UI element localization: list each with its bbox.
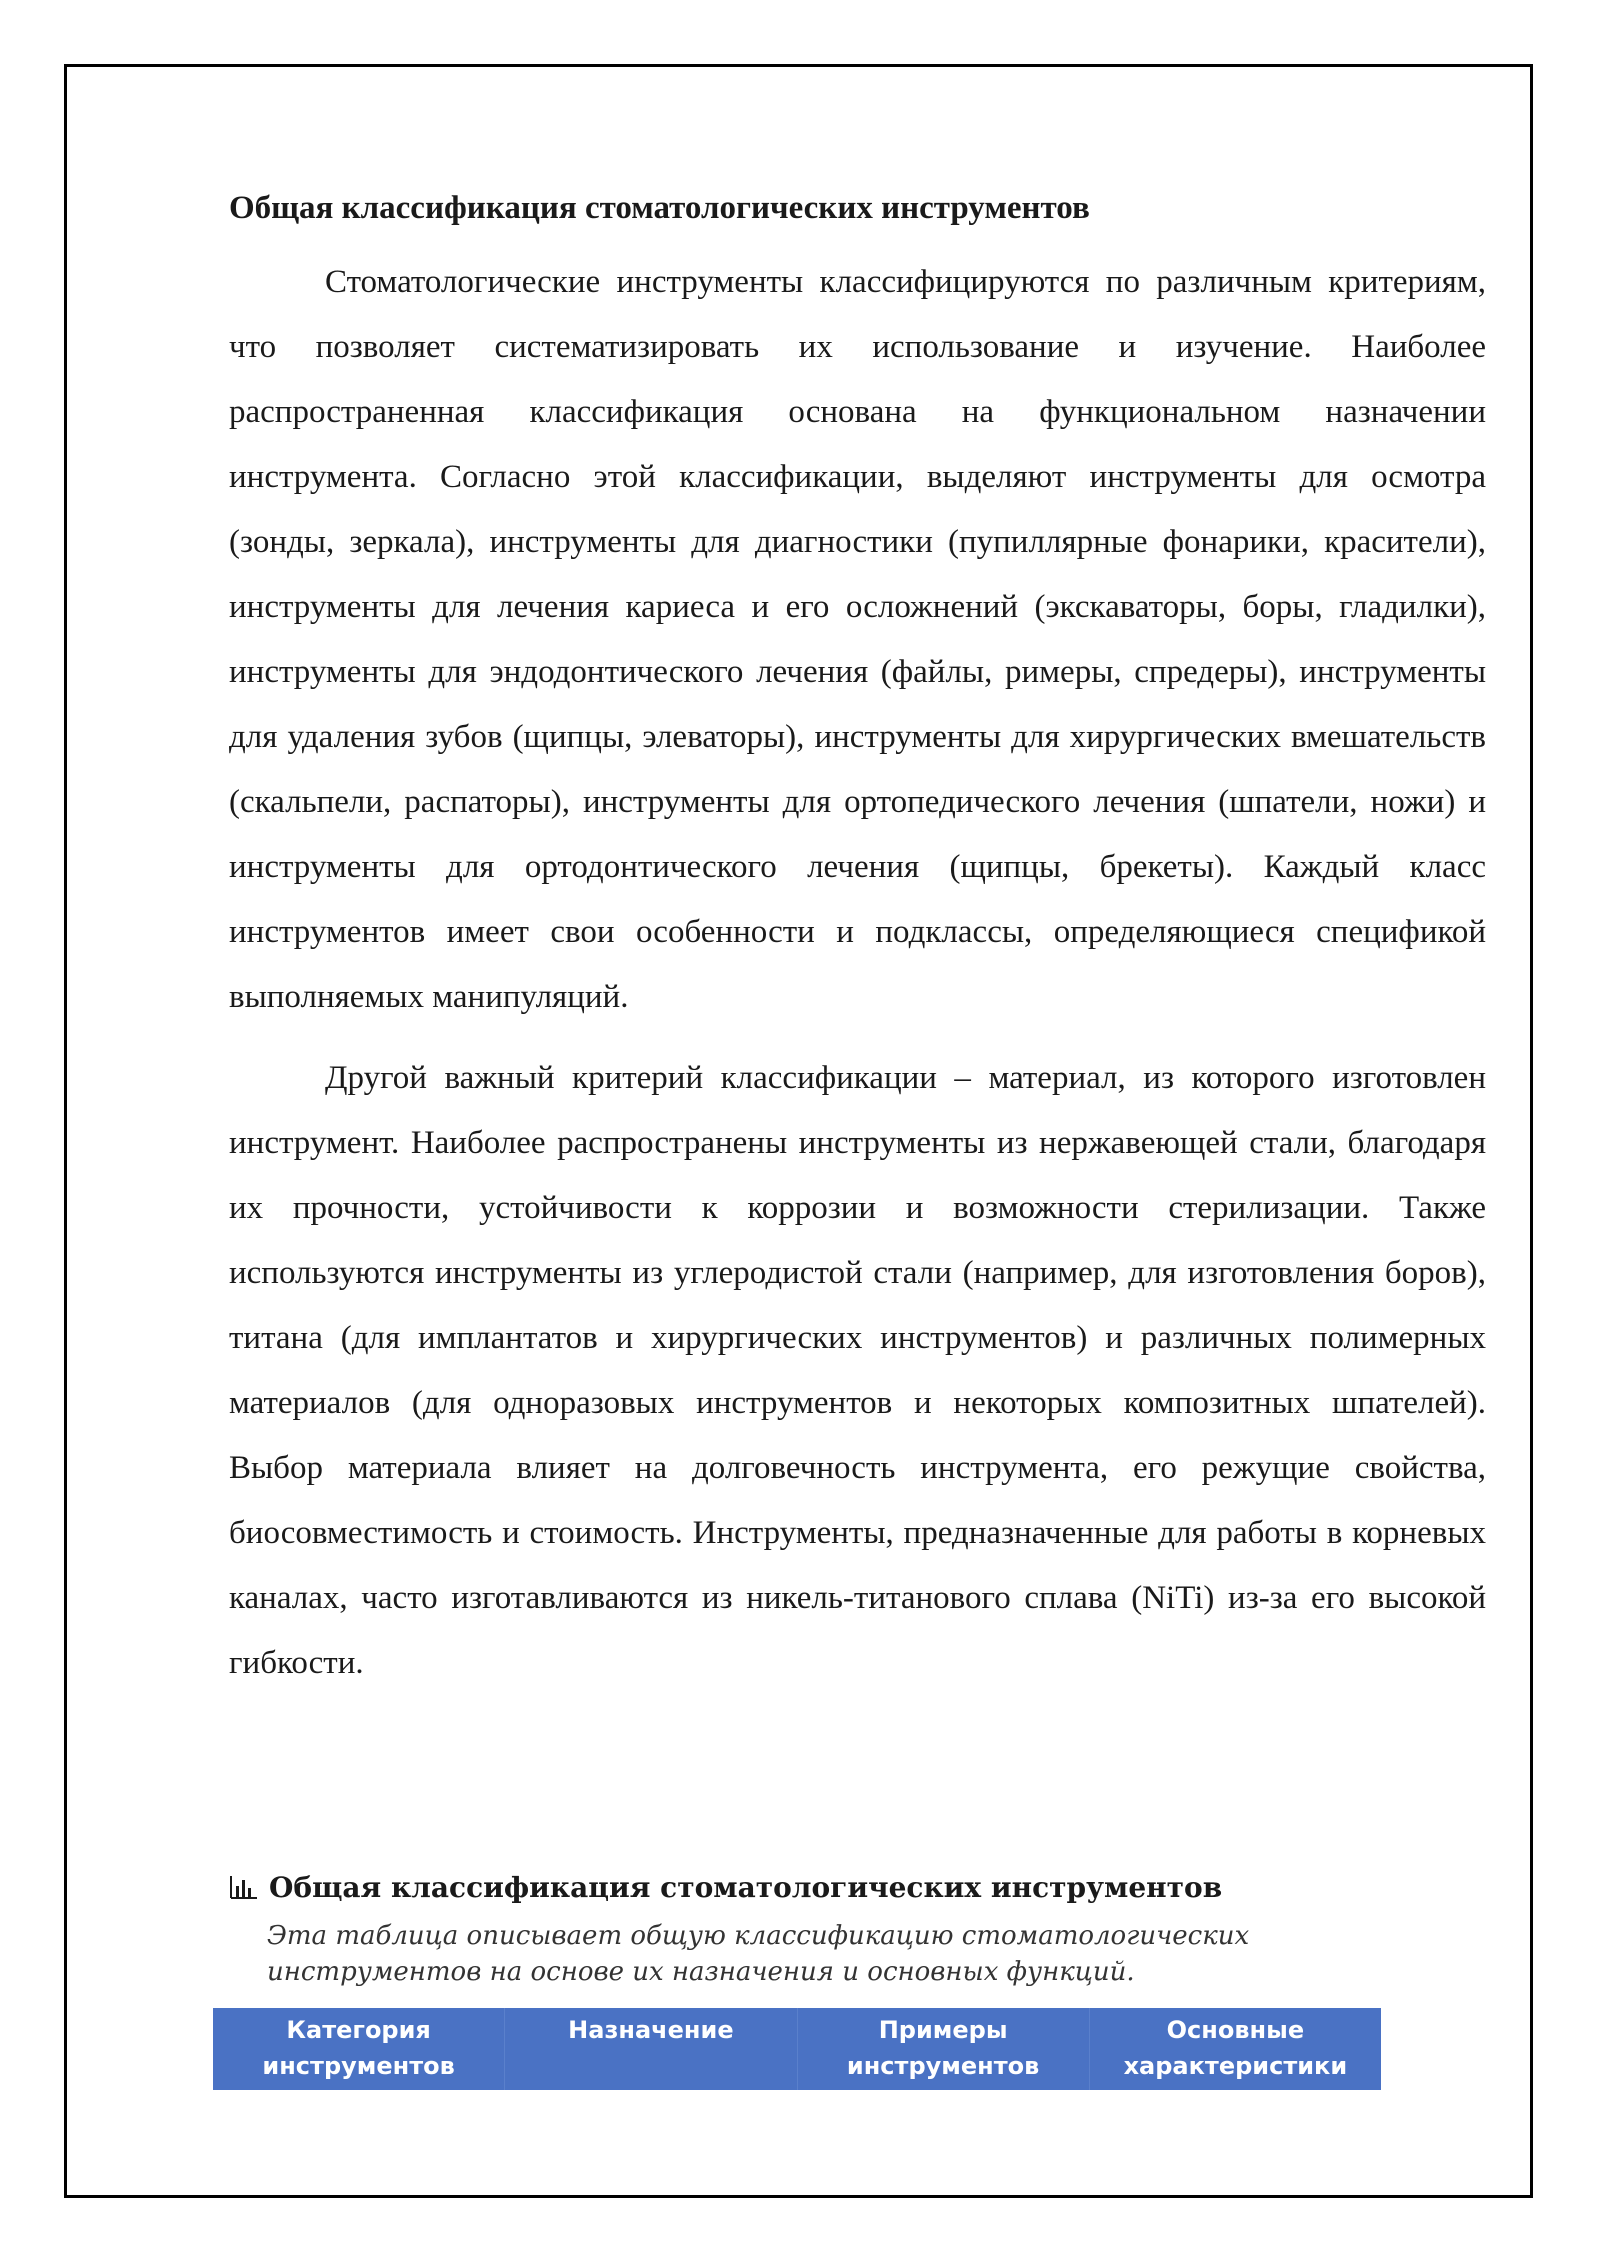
bar-chart-icon <box>229 1874 259 1900</box>
document-body <box>229 170 1486 1696</box>
paragraph-material-classification: Другой важный критерий классификации – материал, из которого изготовлен инструмент. Наиболее распространены инструменты из нержавеющей стали, благодаря их прочности, устойчивости к коррозии и возможности стерилизации. Также используются инструменты из углеродистой стали (например, для изготовления боров), титана (для имплантатов и хирургических инструментов) и различных полимерных материалов (для одноразовых инструментов и некоторых композитных шпателей). Выбор материала влияет на долговечность инструмента, его режущие свойства, биосовместимость и стоимость. Инструменты, предназначенные для работы в корневых каналах, часто изготавливаются из никель-титанового сплава (NiTi) из-за его высокой гибкости. <box>229 1060 1486 1681</box>
classification-table <box>213 1864 1381 2090</box>
table-title: Общая классификация стоматологических инструментов <box>269 1870 1223 1904</box>
table-description: Эта таблица описывает общую классификацию стоматологических инструментов на основе их назначения и основных функций. <box>267 1921 1250 1987</box>
table-header-row <box>213 2008 1381 2090</box>
table-title-row <box>229 1864 1397 1910</box>
column-header-characteristics: Основные характеристики <box>1123 2016 1348 2080</box>
section-heading: Общая классификация стоматологических инструментов <box>229 190 1090 226</box>
column-header-purpose: Назначение <box>505 2008 797 2090</box>
paragraph-functional-classification: Стоматологические инструменты классифицируются по различным критериям, что позволяет систематизировать их использование и изучение. Наиболее распространенная классификация основана на функциональном назначении инструмента. Согласно этой классификации, выделяют инструменты для осмотра (зонды, зеркала), инструменты для диагностики (пупиллярные фонарики, красители), инструменты для лечения кариеса и его осложнений (экскаваторы, боры, гладилки), инструменты для эндодонтического лечения (файлы, римеры, спредеры), инструменты для удаления зубов (щипцы, элеваторы), инструменты для хирургических вмешательств (скальпели, распаторы), инструменты для ортопедического лечения (шпатели, ножи) и инструменты для ортодонтического лечения (щипцы, брекеты). Каждый класс инструментов имеет свои особенности и подклассы, определяющиеся спецификой выполняемых манипуляций. <box>229 264 1486 1015</box>
column-header-examples: Примеры инструментов <box>798 2008 1090 2090</box>
column-header-category: Категория инструментов <box>213 2008 505 2090</box>
